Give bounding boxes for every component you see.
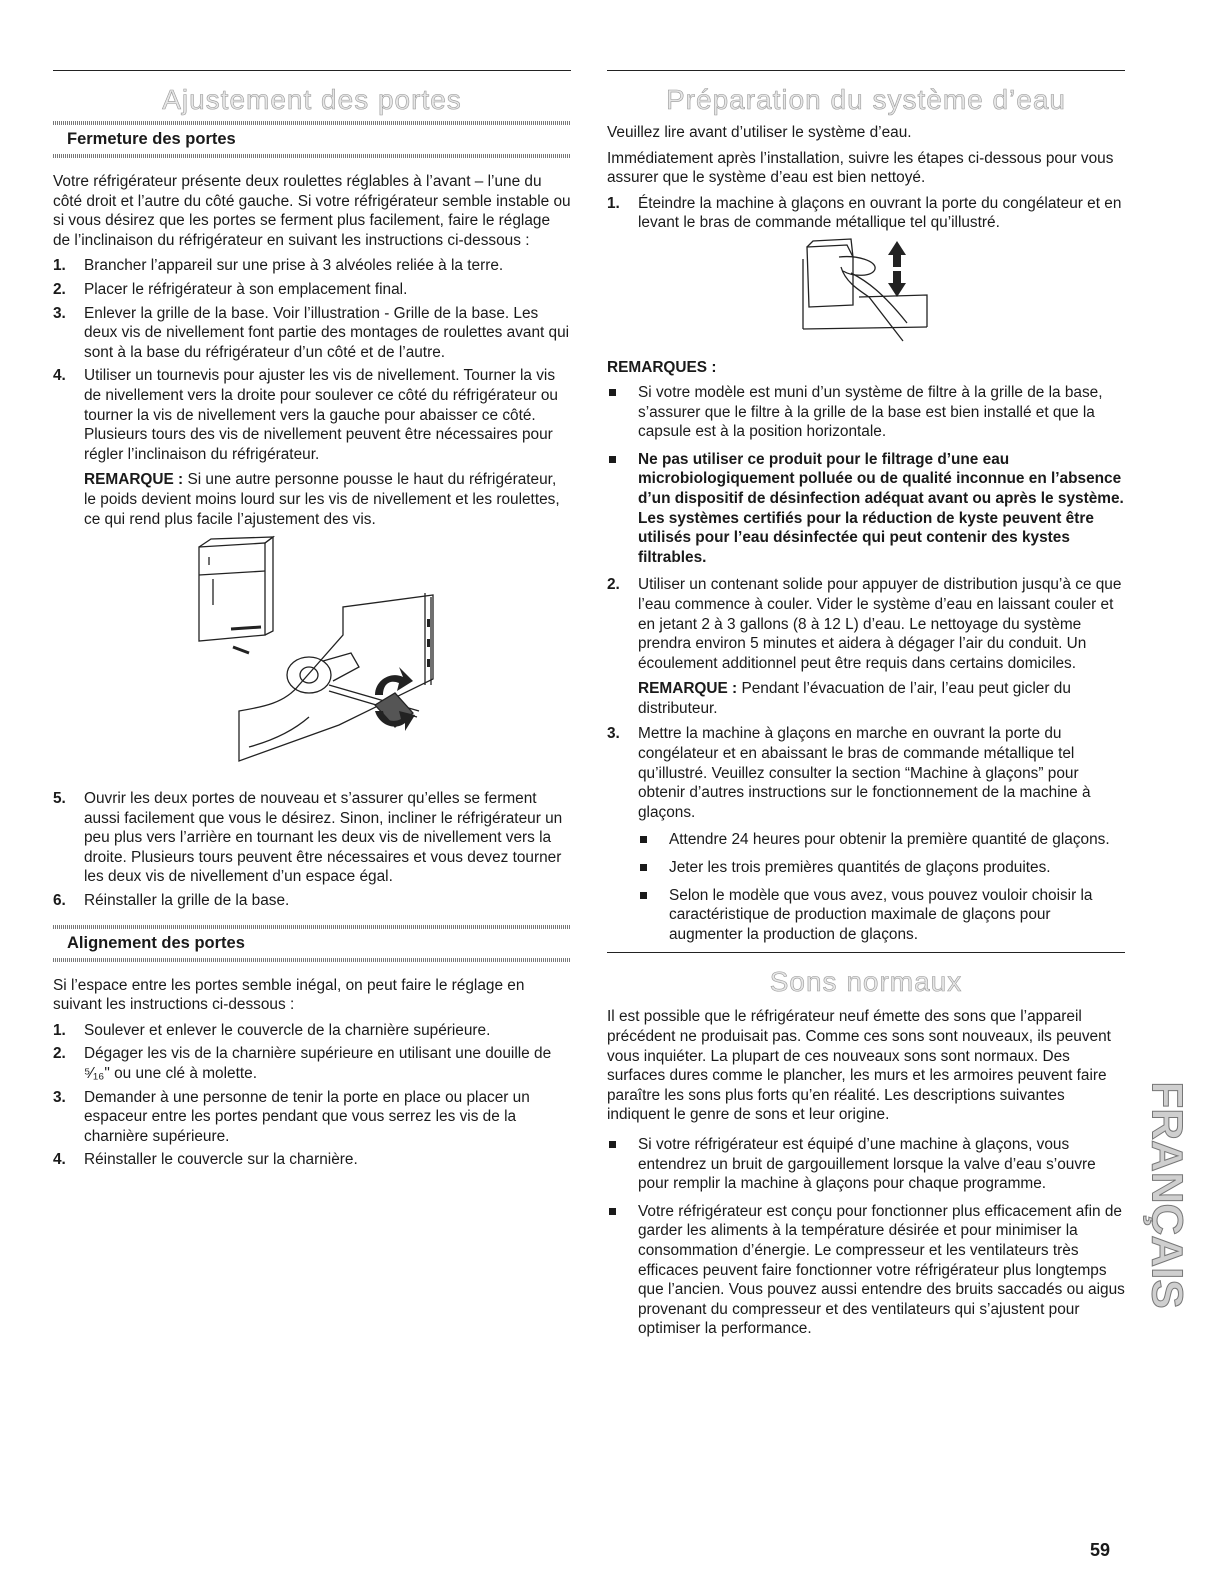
ice-maker-drawing bbox=[607, 237, 1125, 349]
hatch-divider bbox=[53, 925, 571, 929]
step-number: 6. bbox=[53, 892, 66, 910]
hatch-divider bbox=[53, 958, 571, 962]
step-number: 4. bbox=[53, 367, 66, 385]
step-text: Réinstaller le couvercle sur la charnière. bbox=[84, 1151, 358, 1169]
step-number: 1. bbox=[607, 194, 620, 212]
step-number: 1. bbox=[53, 257, 66, 275]
language-side-tab bbox=[1140, 1045, 1188, 1345]
step-text: Utiliser un tournevis pour ajuster les vis de nivellement. Tourner la vis de nivellement vers la droite pour soulever ce côté du réfrigérateur ou tourner la vis de nivellement vers la gauche pour abaisser ce côté. Plusieurs tours des vis de nivellement peuvent être nécessaires pour régler l’inclinaison du réfrigérateur. bbox=[84, 367, 558, 463]
sub-bullet-list bbox=[638, 830, 1125, 944]
note-text: Pendant l’évacuation de l’air, l’eau peut gicler du distributeur. bbox=[638, 680, 1071, 717]
hatch-divider bbox=[53, 121, 571, 125]
step-number: 1. bbox=[53, 1021, 66, 1039]
language-tab-graphic bbox=[1140, 1045, 1188, 1345]
note bbox=[638, 679, 1125, 718]
step-text: Placer le réfrigérateur à son emplacement final. bbox=[84, 280, 408, 298]
steps-list bbox=[53, 1021, 571, 1170]
list-item bbox=[53, 1088, 571, 1147]
list-item bbox=[53, 1021, 571, 1041]
list-item bbox=[607, 575, 1125, 718]
list-item: Selon le modèle que vous avez, vous pouvez vouloir choisir la caractéristique de production maximale de glaçons pour augmenter la production de glaçons. bbox=[638, 886, 1125, 945]
section-title-door-adjustment: Ajustement des portes bbox=[162, 84, 462, 115]
section-title-normal-sounds: Sons normaux bbox=[769, 966, 963, 998]
right-column bbox=[607, 70, 1125, 1347]
list-item: Jeter les trois premières quantités de glaçons produites. bbox=[638, 858, 1125, 878]
top-rule bbox=[607, 70, 1125, 71]
step-number: 4. bbox=[53, 1151, 66, 1169]
list-item bbox=[607, 194, 1125, 233]
note-label: REMARQUE : bbox=[84, 471, 184, 489]
remarks-list bbox=[607, 383, 1125, 567]
hatch-divider bbox=[53, 154, 571, 158]
step-text: Mettre la machine à glaçons en marche en ouvrant la porte du congélateur et en abaissant le bras de commande métallique tel qu’illustré. Veuillez consulter la section “Machine à glaçons” pour obtenir d’autres instructions sur le fonctionnement de la machine à glaçons. bbox=[638, 725, 1091, 821]
step-number: 3. bbox=[607, 725, 620, 743]
list-item: Attendre 24 heures pour obtenir la première quantité de glaçons. bbox=[638, 830, 1125, 850]
remarks-heading: REMARQUES : bbox=[607, 358, 717, 376]
section-rule bbox=[607, 952, 1125, 953]
list-item bbox=[53, 789, 571, 887]
list-item: Votre réfrigérateur est conçu pour fonctionner plus efficacement afin de garder les aliments à la température désirée et pour minimiser la consommation d’énergie. Le compresseur et les ventilateurs très efficaces peuvent faire fonctionner votre réfrigérateur plus longtemps que l’ancien. Vous pouvez aussi entendre des bruits saccadés ou aigus provenant du compresseur et des ventilateurs qui s’ajustent pour optimiser la performance. bbox=[607, 1202, 1125, 1339]
step-text: Soulever et enlever le couvercle de la charnière supérieure. bbox=[84, 1021, 491, 1039]
note-label: REMARQUE : bbox=[638, 680, 738, 698]
list-item: Si votre réfrigérateur est équipé d’une machine à glaçons, vous entendrez un bruit de gargouillement lorsque la valve d’eau s’ouvre pour remplir la machine à glaçons pour chaque programme. bbox=[607, 1135, 1125, 1194]
steps-list bbox=[53, 789, 571, 911]
list-item bbox=[53, 256, 571, 276]
steps-list bbox=[607, 575, 1125, 944]
section-title-water-system: Préparation du système d’eau bbox=[666, 84, 1066, 115]
list-item bbox=[607, 724, 1125, 944]
paragraph: Immédiatement après l’installation, suivre les étapes ci-dessous pour vous assurer que le système d’eau est bien nettoyé. bbox=[607, 149, 1114, 187]
left-column bbox=[53, 70, 571, 1174]
refrigerator-leveling-drawing bbox=[53, 535, 571, 785]
page-number: 59 bbox=[1090, 1540, 1111, 1560]
paragraph: Veuillez lire avant d’utiliser le système d’eau. bbox=[607, 124, 912, 141]
subsection-title-door-alignment: Alignement des portes bbox=[67, 933, 245, 952]
step-number: 2. bbox=[607, 576, 620, 594]
list-item bbox=[53, 891, 571, 911]
paragraph: Il est possible que le réfrigérateur neuf émette des sons que l’appareil précédent ne produisait pas. Comme ces sons sont nouveaux, ils peuvent vous inquiéter. La plupart de ces nouveaux sons sont normaux. Des surfaces dures comme le plancher, les murs et les armoires peuvent faire paraître les sons plus forts qu’en réalité. Les descriptions suivantes indiquent le genre de sons et leur origine. bbox=[607, 1008, 1111, 1124]
step-number: 2. bbox=[53, 1045, 66, 1063]
note bbox=[84, 470, 571, 529]
note-text: Si une autre personne pousse le haut du réfrigérateur, le poids devient moins lourd sur les vis de nivellement et les roulettes, ce qui rend plus facile l’ajustement des vis. bbox=[84, 471, 560, 528]
list-item bbox=[53, 280, 571, 300]
step-text: Dégager les vis de la charnière supérieure en utilisant une douille de ⁵⁄₁₆" ou une clé à molette. bbox=[84, 1045, 552, 1083]
list-item bbox=[53, 366, 571, 529]
step-number: 3. bbox=[53, 1088, 66, 1106]
step-number: 3. bbox=[53, 304, 66, 322]
step-number: 5. bbox=[53, 790, 66, 808]
step-text: Brancher l’appareil sur une prise à 3 alvéoles reliée à la terre. bbox=[84, 257, 504, 275]
step-text: Éteindre la machine à glaçons en ouvrant la porte du congélateur et en levant le bras de commande métallique tel qu’illustré. bbox=[638, 194, 1122, 232]
paragraph-intro: Votre réfrigérateur présente deux roulettes réglables à l’avant – l’une du côté droit et l’autre du côté gauche. Si votre réfrigérateur semble instable ou si vous désirez que les portes se ferment plus facilement, faire le réglage de l’inclinaison du réfrigérateur en suivant les instructions ci-dessous : bbox=[53, 173, 571, 249]
ice-maker-arm-illustration bbox=[607, 237, 1125, 349]
list-item bbox=[53, 304, 571, 363]
paragraph-intro: Si l’espace entre les portes semble inégal, on peut faire le réglage en suivant les instructions ci-dessous : bbox=[53, 976, 525, 1014]
side-tab-label: FRANÇAIS bbox=[1142, 1081, 1188, 1309]
top-rule bbox=[53, 70, 571, 71]
steps-list bbox=[607, 194, 1125, 233]
list-item bbox=[53, 1044, 571, 1083]
leveling-screw-illustration bbox=[53, 535, 571, 785]
sounds-list bbox=[607, 1135, 1125, 1339]
list-item: Ne pas utiliser ce produit pour le filtrage d’une eau microbiologiquement polluée ou de qualité inconnue en l’absence d’un dispositif de désinfection adéquat avant ou après le système. Les systèmes certifiés pour la réduction de kyste peuvent être utilisés pour l’eau désinfectée qui peut contenir des kystes filtrables. bbox=[607, 450, 1125, 568]
list-item: Si votre modèle est muni d’un système de filtre à la grille de la base, s’assurer que le filtre à la grille de la base est bien installé et que la capsule est à la position horizontale. bbox=[607, 383, 1125, 442]
step-text: Demander à une personne de tenir la porte en place ou placer un espaceur entre les portes pendant que vous serrez les vis de la charnière supérieure. bbox=[84, 1088, 530, 1145]
steps-list bbox=[53, 256, 571, 529]
step-text: Réinstaller la grille de la base. bbox=[84, 892, 290, 910]
step-text: Ouvrir les deux portes de nouveau et s’assurer qu’elles se ferment aussi facilement que vous le désirez. Sinon, incliner le réfrigérateur un peu plus vers l’arrière en tournant les deux vis de nivellement vers la droite. Plusieurs tours peuvent être nécessaires et vous devez tourner les deux vis de nivellement d’un espace égal. bbox=[84, 790, 563, 886]
subsection-title-door-closing: Fermeture des portes bbox=[67, 130, 236, 148]
step-text: Utiliser un contenant solide pour appuyer de distribution jusqu’à ce que l’eau commence à couler. Vider le système d’eau en laissant couler et en jetant 2 à 3 gallons (8 à 12 L) d’eau. Le nettoyage du système prendra environ 5 minutes et aidera à dégager l’air du conduit. Un écoulement additionnel peut être requis dans certains domiciles. bbox=[638, 576, 1122, 672]
step-text: Enlever la grille de la base. Voir l’illustration - Grille de la base. Les deux vis de nivellement font partie des montages de roulettes avant qui sont à la base du réfrigérateur d’un côté et de l’autre. bbox=[84, 304, 570, 361]
step-number: 2. bbox=[53, 280, 66, 298]
list-item bbox=[53, 1150, 571, 1170]
